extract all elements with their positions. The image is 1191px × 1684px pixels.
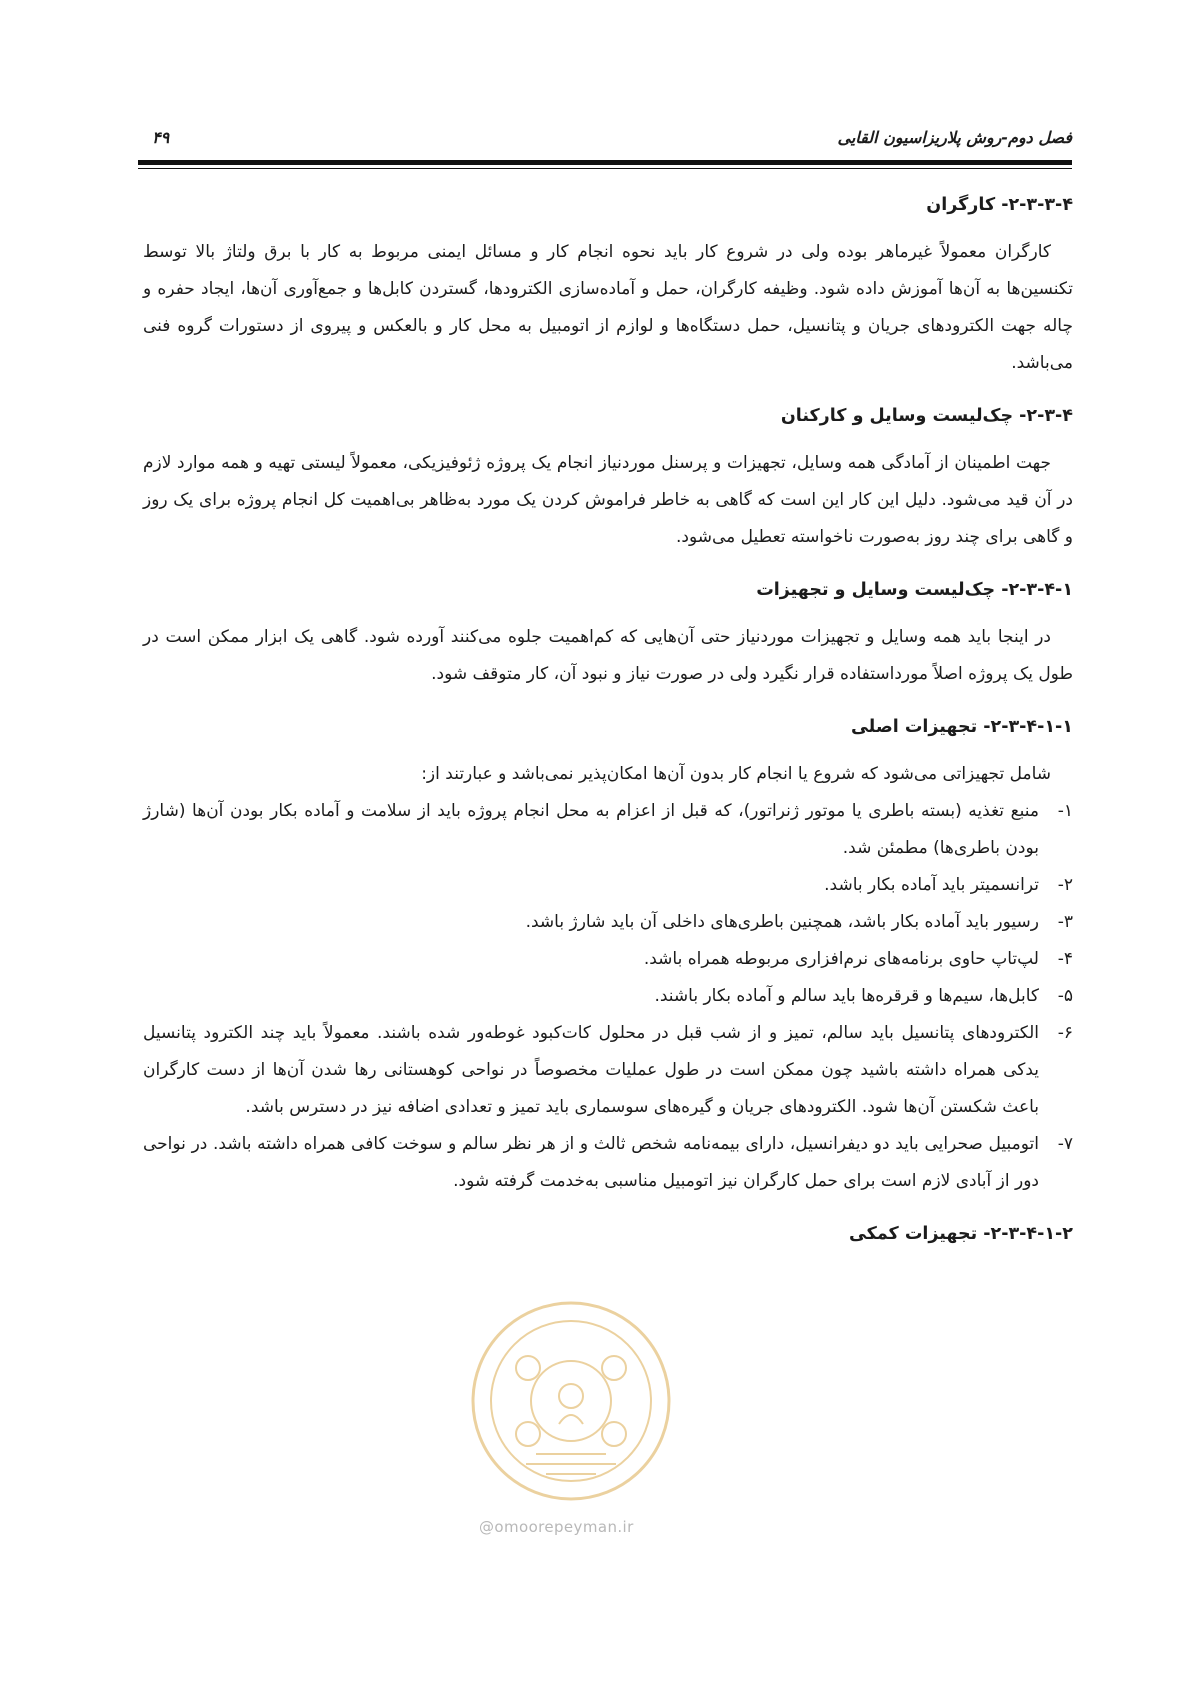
- watermark-stamp: [466, 1296, 676, 1506]
- watermark-site: @omoorepeyman.ir: [479, 1518, 634, 1536]
- heading-auxiliary-equipment: ۲-۳-۴-۱-۲- تجهیزات کمکی: [848, 1224, 1073, 1244]
- heading-main-equipment: ۲-۳-۴-۱-۱- تجهیزات اصلی: [850, 717, 1073, 737]
- heading-workers: ۲-۳-۳-۴- کارگران: [926, 195, 1073, 215]
- paragraph-checklist: جهت اطمینان از آمادگی همه وسایل، تجهیزات و پرسنل موردنیاز انجام یک پروژه ژئوفیزیکی، معمولاً لیستی تهیه و همه موارد لازم در آن قید می‌شود. دلیل این کار این است که گاهی به خاطر فراموش کردن یک مورد به‌ظاهر بی‌اهمیت کل انجام پروژه برای یک روز و گاهی برای چند روز به‌صورت ناخواسته تعطیل می‌شود.: [143, 453, 1073, 547]
- list-item: [143, 867, 1073, 904]
- list-item: [143, 978, 1073, 1015]
- list-item-number: ۵-: [1057, 986, 1073, 1006]
- list-item-text: ترانسمیتر باید آماده بکار باشد.: [824, 875, 1039, 895]
- chapter-title: فصل دوم-روش پلاریزاسیون القایی: [837, 128, 1072, 147]
- list-item: [143, 941, 1073, 978]
- list-item-text: الکترودهای پتانسیل باید سالم، تمیز و از شب قبل در محلول کات‌کبود غوطه‌ور شده باشند. معمولاً باید چند الکترود پتانسیل یدکی همراه داشته باشید چون ممکن است در طول عملیات مخصوصاً در نواحی کوهستانی رها شدن آن‌ها از دست کارگران باعث شکستن آن‌ها شود. الکترودهای جریان و گیره‌های سوسماری باید تمیز و تعدادی اضافه نیز در دسترس باشد.: [143, 1023, 1039, 1117]
- list-item-text: رسیور باید آماده بکار باشد، همچنین باطری‌های داخلی آن باید شارژ باشد.: [525, 912, 1039, 932]
- equipment-list: [143, 793, 1073, 1200]
- list-item-text: اتومبیل صحرایی باید دو دیفرانسیل، دارای بیمه‌نامه شخص ثالث و از هر نظر سالم و سوخت کافی همراه داشته باشد. در نواحی دور از آبادی لازم است برای حمل کارگران نیز اتومبیل مناسبی به‌خدمت گرفته شود.: [143, 1134, 1039, 1191]
- list-item-number: ۳-: [1057, 912, 1073, 932]
- list-item-text: کابل‌ها، سیم‌ها و قرقره‌ها باید سالم و آماده بکار باشند.: [654, 986, 1039, 1006]
- list-item: [143, 1126, 1073, 1200]
- list-item: [143, 904, 1073, 941]
- list-item: [143, 793, 1073, 867]
- header-rule-thick: [138, 160, 1072, 165]
- list-item-number: ۶-: [1057, 1023, 1073, 1043]
- page-header: [138, 128, 1072, 154]
- heading-equipment-checklist: ۲-۳-۴-۱- چک‌لیست وسایل و تجهیزات: [756, 580, 1073, 600]
- list-item-number: ۷-: [1057, 1134, 1073, 1154]
- heading-checklist: ۲-۳-۴- چک‌لیست وسایل و کارکنان: [780, 406, 1073, 426]
- header-rule-thin: [138, 168, 1072, 169]
- main-equipment-intro: شامل تجهیزاتی می‌شود که شروع یا انجام کار بدون آن‌ها امکان‌پذیر نمی‌باشد و عبارتند از:: [421, 764, 1051, 784]
- body-content: [143, 183, 1073, 1253]
- paragraph-equipment-checklist: در اینجا باید همه وسایل و تجهیزات موردنیاز حتی آن‌هایی که کم‌اهمیت جلوه می‌کنند آورده شود. گاهی یک ابزار ممکن است در طول یک پروژه اصلاً مورداستفاده قرار نگیرد ولی در صورت نیاز و نبود آن، کار متوقف شود.: [143, 627, 1073, 684]
- paragraph-workers: کارگران معمولاً غیرماهر بوده ولی در شروع کار باید نحوه انجام کار و مسائل ایمنی مربوط به کار با برق ولتاژ بالا توسط تکنسین‌ها به آن‌ها آموزش داده شود. وظیفه کارگران، حمل و آماده‌سازی الکترودها، گستردن کابل‌ها و جمع‌آوری آن‌ها، ایجاد حفره و چاله جهت الکترودهای جریان و پتانسیل، حمل دستگاه‌ها و لوازم از اتومبیل به محل کار و بالعکس و پیروی از دستورات گروه فنی می‌باشد.: [143, 242, 1073, 373]
- list-item-number: ۱-: [1057, 801, 1073, 821]
- list-item-number: ۴-: [1057, 949, 1073, 969]
- list-item-text: منبع تغذیه (بسته باطری یا موتور ژنراتور)، که قبل از اعزام به محل انجام پروژه باید از سلامت و آماده بکار بودن آن‌ها (شارژ بودن باطری‌ها) مطمئن شد.: [143, 801, 1039, 858]
- list-item-text: لپ‌تاپ حاوی برنامه‌های نرم‌افزاری مربوطه همراه باشد.: [643, 949, 1039, 969]
- page-number: ۴۹: [152, 128, 170, 147]
- list-item: [143, 1015, 1073, 1126]
- list-item-number: ۲-: [1057, 875, 1073, 895]
